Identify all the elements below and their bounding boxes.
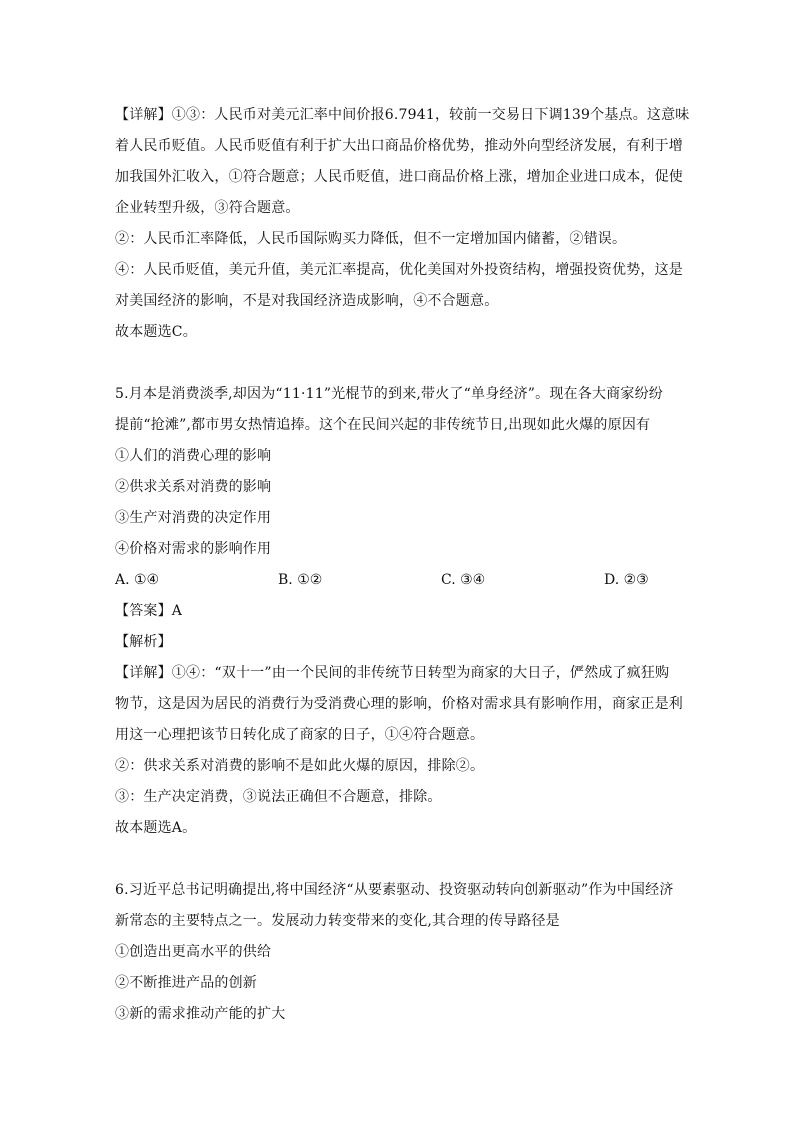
q6-item: ①创造出更高水平的供给 <box>115 944 272 960</box>
q4-detail-line: 着人民币贬值。人民币贬值有利于扩大出口商品价格优势，推动外向型经济发展，有利于增 <box>115 138 683 154</box>
q5-option-c: C. ③④ <box>441 572 486 588</box>
q5-options <box>115 565 690 596</box>
q4-detail-line: 加我国外汇收入，①符合题意；人民币贬值，进口商品价格上涨，增加企业进口成本，促使 <box>115 169 683 185</box>
q6-item: ③新的需求推动产能的扩大 <box>115 1006 286 1022</box>
q5-point-3: ③：生产决定消费，③说法正确但不合题意，排除。 <box>115 789 442 805</box>
q4-point-2: ②：人民币汇率降低，人民币国际购买力降低，但不一定增加国内储蓄，②错误。 <box>115 231 627 247</box>
q4-detail-line: 【详解】①③：人民币对美元汇率中间价报6.7941，较前一交易日下调139个基点。这意味 <box>115 107 690 123</box>
q5-item: ①人们的消费心理的影响 <box>115 448 272 464</box>
q5-option-b: B. ①② <box>278 572 323 588</box>
q6-item: ②不断推进产品的创新 <box>115 975 257 991</box>
q5-item: ②供求关系对消费的影响 <box>115 479 272 495</box>
q5-option-d: D. ②③ <box>604 572 649 588</box>
q5-stem-line: 5.月本是消费淡季,却因为“11·11”光棍节的到来,带火了“单身经济”。现在各大商家纷纷 <box>115 386 663 402</box>
q5-item: ④价格对需求的影响作用 <box>115 541 272 557</box>
q5-point-2: ②：供求关系对消费的影响不是如此火爆的原因，排除②。 <box>115 758 485 774</box>
question-6 <box>115 875 690 1030</box>
q4-explanation <box>115 100 690 348</box>
q5-detail-line: 物节，这是因为居民的消费行为受消费心理的影响，价格对需求具有影响作用，商家正是利 <box>115 696 683 712</box>
q5-stem-line: 提前“抢滩”,都市男女热情追捧。这个在民间兴起的非传统节日,出现如此火爆的原因有 <box>115 417 651 433</box>
q5-conclusion: 故本题选A。 <box>115 820 197 836</box>
q6-stem-line: 新常态的主要特点之一。发展动力转变带来的变化,其合理的传导路径是 <box>115 913 560 929</box>
q5-answer: 【答案】A <box>115 603 183 619</box>
q5-item: ③生产对消费的决定作用 <box>115 510 272 526</box>
q5-detail-line: 用这一心理把该节日转化成了商家的日子，①④符合题意。 <box>115 727 485 743</box>
q4-conclusion: 故本题选C。 <box>115 324 197 340</box>
spacer <box>115 844 690 875</box>
spacer <box>115 348 690 379</box>
q4-point-4-line: 对美国经济的影响，不是对我国经济造成影响，④不合题意。 <box>115 293 499 309</box>
q4-detail-line: 企业转型升级，③符合题意。 <box>115 200 300 216</box>
q5-detail-line: 【详解】①④：“双十一”由一个民间的非传统节日转型为商家的大日子，俨然成了疯狂购 <box>115 665 670 681</box>
q6-stem-line: 6.习近平总书记明确提出,将中国经济“从要素驱动、投资驱动转向创新驱动”作为中国经济 <box>115 882 674 898</box>
q5-option-a: A. ①④ <box>115 572 160 588</box>
document-page <box>115 100 690 1030</box>
question-5 <box>115 379 690 844</box>
q5-analysis-label: 【解析】 <box>115 634 172 650</box>
q4-point-4-line: ④：人民币贬值，美元升值，美元汇率提高，优化美国对外投资结构，增强投资优势，这是 <box>115 262 683 278</box>
